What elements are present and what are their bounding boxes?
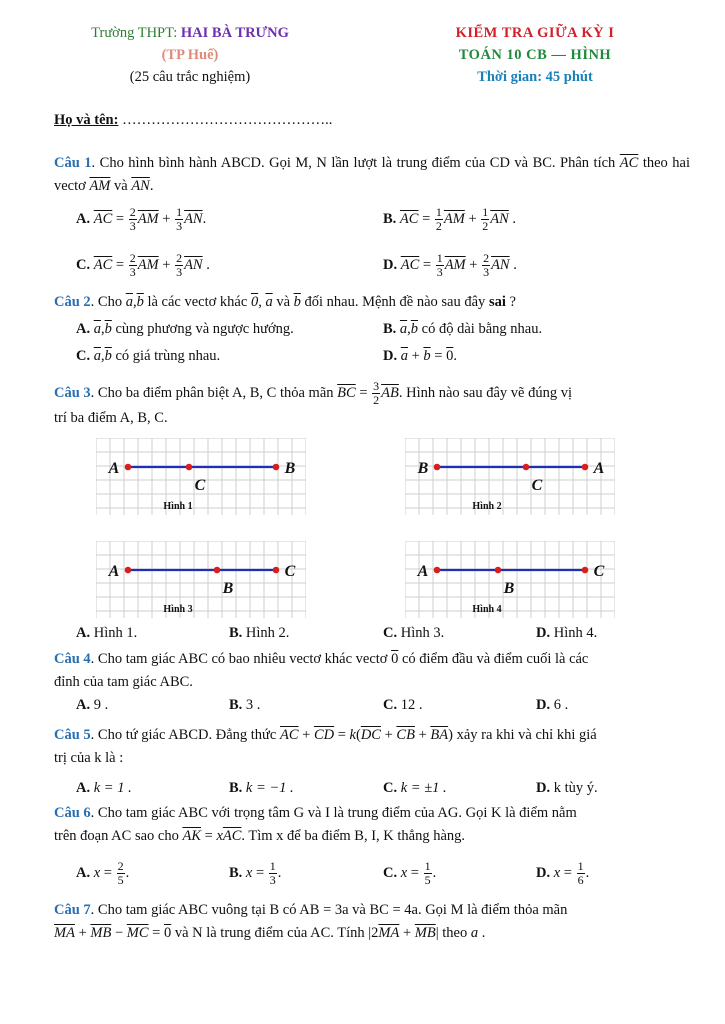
point-dot <box>273 464 280 471</box>
math-term: $\overline{AC}$ <box>619 155 639 171</box>
question-3: Câu 3. Cho ba điểm phân biệt A, B, C thỏa mãn $\overline{BC}$ = $\frac{3}{2}$ $\overline{AB}$. Hình nào sau đây vẽ đúng vị trí ba điểm A, B, C. <box>54 379 573 426</box>
figure-caption: Hình 2 <box>472 501 502 512</box>
q6-option-a[interactable]: A. x = $\frac{2}{5}$ . <box>76 859 130 887</box>
question-6: Câu 6. Cho tam giác ABC với trọng tâm G và I là trung điểm của AG. Gọi K là điểm nằm trên đoạn AC sao cho $\overline{AK} = x\overline{AC}$. Tìm x để ba điểm B, I, K thẳng hàng. <box>54 805 577 844</box>
question-text: trí ba điểm A, B, C. <box>54 410 168 426</box>
option-label: B. <box>229 697 243 713</box>
option-text: 12 . <box>400 697 423 713</box>
point-dot <box>125 464 132 471</box>
point-label-right: C <box>284 563 296 580</box>
exam-title: KIỂM TRA GIỮA KỲ I <box>455 25 615 41</box>
question-text: . Cho tam giác ABC có bao nhiêu vectơ khác vectơ <box>90 651 388 667</box>
figure-caption: Hình 1 <box>163 501 193 512</box>
question-text: xảy ra khi và chỉ khi giá <box>456 727 597 743</box>
point-dot <box>582 567 589 574</box>
question-number: Câu 6 <box>54 805 91 821</box>
point-dot <box>434 464 441 471</box>
question-text: . Cho tứ giác ABCD. Đẳng thức <box>90 727 277 743</box>
point-label-middle: B <box>503 580 515 597</box>
question-text: . <box>481 925 486 941</box>
point-dot <box>582 464 589 471</box>
question-text: theo <box>442 925 468 941</box>
question-text: . Cho tam giác ABC với trọng tâm G và I là trung điểm của AG. Gọi K là điểm nằm <box>90 805 577 821</box>
option-text: Hình 1. <box>93 625 138 641</box>
option-label: B. <box>229 864 243 881</box>
option-label: C. <box>383 780 398 796</box>
school-city: (TP Huế) <box>161 47 219 63</box>
figure-2 <box>405 438 615 515</box>
q1-option-d[interactable]: D. $\overline{AC}$ = $\frac{1}{3}$ $\overline{AM}$ + $\frac{2}{3}$ $\overline{AN}$ . <box>383 251 517 279</box>
exam-subject: TOÁN 10 CB — HÌNH <box>458 47 612 63</box>
point-label-left: A <box>108 460 120 477</box>
option-label: D. <box>536 625 551 641</box>
question-number: Câu 7 <box>54 902 91 918</box>
question-4: Câu 4. Cho tam giác ABC có bao nhiêu vectơ khác vectơ 0 có điểm đầu và điểm cuối là các đỉnh của tam giác ABC. <box>54 651 589 690</box>
question-text: theo hai vectơ <box>54 155 690 194</box>
question-number: Câu 1 <box>54 155 92 171</box>
question-number: Câu 5 <box>54 727 91 743</box>
option-label: C. <box>76 256 91 273</box>
option-label: C. <box>383 697 398 713</box>
option-label: A. <box>76 864 91 881</box>
figure-svg <box>405 541 615 618</box>
question-text: . Hình nào sau đây vẽ đúng vị <box>398 384 573 401</box>
option-label: C. <box>76 348 91 364</box>
option-text: có độ dài bằng nhau. <box>421 321 543 337</box>
option-label: A. <box>76 697 91 713</box>
q2-option-b[interactable]: B. $\overline{a},\overline{b}$ có độ dài bằng nhau. <box>383 321 543 337</box>
question-2: Câu 2. Cho $\overline{a},\overline{b}$ là các vectơ khác 0, $\overline{a}$ và $\overline{b}$ đối nhau. Mệnh đề nào sau đây sai ? <box>54 294 516 310</box>
emphasis-word: sai <box>488 294 506 310</box>
option-label: A. <box>76 321 91 337</box>
option-text: Hình 2. <box>245 625 290 641</box>
point-dot <box>214 567 221 574</box>
option-label: B. <box>229 780 243 796</box>
option-label: C. <box>383 625 398 641</box>
question-5: Câu 5. Cho tứ giác ABCD. Đẳng thức $\overline{AC} + \overline{CD} = k(\overline{DC} + \overline{CB} + \overline{BA})$ xảy ra khi và chỉ khi giá trị của k là : <box>54 727 597 766</box>
figure-3 <box>96 541 306 618</box>
q4-option-d[interactable] <box>536 694 568 716</box>
point-label-middle: B <box>222 580 234 597</box>
figure-1 <box>96 438 306 515</box>
question-text: đỉnh của tam giác ABC. <box>54 674 193 690</box>
figure-svg <box>96 438 306 515</box>
point-label-left: A <box>417 563 429 580</box>
option-text: cùng phương và ngược hướng. <box>115 321 294 337</box>
point-dot <box>186 464 193 471</box>
point-label-left: A <box>108 563 120 580</box>
option-label: D. <box>383 256 398 273</box>
question-text: . Cho tam giác ABC vuông tại B có AB = 3a và BC = 4a. Gọi M là điểm thỏa mãn <box>90 902 568 918</box>
option-label: A. <box>76 210 91 227</box>
math-term: $\overline{AM}$ <box>89 178 111 194</box>
point-dot <box>125 567 132 574</box>
header-left <box>40 22 340 88</box>
point-label-right: B <box>284 460 296 477</box>
q3-option-a[interactable] <box>76 622 137 644</box>
figure-caption: Hình 3 <box>163 604 193 615</box>
question-text: và <box>114 178 128 194</box>
option-text: có giá trùng nhau. <box>115 348 221 364</box>
name-label: Họ và tên: <box>54 112 119 128</box>
option-text: k tùy ý. <box>553 780 598 796</box>
point-dot <box>273 567 280 574</box>
q6-option-c[interactable]: C. x = $\frac{1}{5}$ . <box>383 859 437 887</box>
point-dot <box>495 567 502 574</box>
question-text: là các vectơ khác <box>147 294 248 310</box>
option-label: B. <box>383 321 397 337</box>
point-label-middle: C <box>194 477 206 494</box>
point-dot <box>434 567 441 574</box>
point-label-left: B <box>417 460 429 477</box>
name-dots: …………………………………….. <box>122 112 333 128</box>
point-label-right: C <box>593 563 605 580</box>
option-text: 6 . <box>553 697 569 713</box>
q3-option-b[interactable] <box>229 622 289 644</box>
option-text: 9 . <box>93 697 109 713</box>
question-text: có điểm đầu và điểm cuối là các <box>401 651 589 667</box>
q2-option-d[interactable]: D. $\overline{a} + \overline{b} = 0$. <box>383 348 457 364</box>
question-text: . Cho hình bình hành ABCD. Gọi M, N lần lượt là trung điểm của CD và BC. Phân tích <box>91 155 616 171</box>
option-label: D. <box>536 780 551 796</box>
q1-option-c[interactable]: C. $\overline{AC}$ = $\frac{2}{3}$ $\overline{AM}$ + $\frac{2}{3}$ $\overline{AN}$ . <box>76 251 210 279</box>
option-label: C. <box>383 864 398 881</box>
q6-option-d[interactable]: D. x = $\frac{1}{6}$ . <box>536 859 590 887</box>
header-right <box>385 22 685 88</box>
option-label: A. <box>76 625 91 641</box>
question-1: Câu 1. Cho hình bình hành ABCD. Gọi M, N lần lượt là trung điểm của CD và BC. Phân tích $\overline{AC}$ theo hai vectơ $\overline{AM}$ và $\overline{AN}$. <box>54 155 690 194</box>
point-label-middle: C <box>531 477 543 494</box>
option-text: 3 . <box>245 697 261 713</box>
question-text: . Tìm x để ba điểm B, I, K thẳng hàng. <box>241 828 466 844</box>
q2-option-a[interactable]: A. $\overline{a},\overline{b}$ cùng phương và ngược hướng. <box>76 321 294 337</box>
option-text: Hình 4. <box>553 625 598 641</box>
question-number: Câu 2 <box>54 294 91 310</box>
question-text: trị của k là : <box>54 750 124 766</box>
q1-option-b[interactable]: B. $\overline{AC}$ = $\frac{1}{2}$ $\overline{AM}$ + $\frac{1}{2}$ $\overline{AN}$ . <box>383 205 517 233</box>
exam-time: Thời gian: 45 phút <box>477 69 593 85</box>
math-term: $\overline{AN}$ <box>131 178 150 194</box>
student-name-line[interactable] <box>54 112 332 129</box>
option-label: B. <box>383 210 397 227</box>
option-text: k = −1 . <box>245 780 294 796</box>
option-text: k = ±1 . <box>400 780 447 796</box>
question-count: (25 câu trắc nghiệm) <box>129 69 251 85</box>
question-number: Câu 4 <box>54 651 91 667</box>
option-text: k = 1 . <box>93 780 132 796</box>
q5-option-d[interactable] <box>536 777 598 799</box>
variable-a: a <box>470 925 479 941</box>
question-number: Câu 3 <box>54 384 91 401</box>
question-text: . Cho <box>90 294 123 310</box>
question-text: ? <box>509 294 516 310</box>
figure-caption: Hình 4 <box>472 604 502 615</box>
question-text: . Cho ba điểm phân biệt A, B, C thỏa mãn <box>90 384 334 401</box>
q3-option-c[interactable] <box>383 622 444 644</box>
q5-option-c[interactable] <box>383 777 447 799</box>
q6-option-b[interactable]: B. x = $\frac{1}{3}$ . <box>229 859 282 887</box>
point-label-right: A <box>593 460 605 477</box>
figure-svg <box>96 541 306 618</box>
school-name: HAI BÀ TRƯNG <box>180 25 289 41</box>
question-text: và <box>276 294 290 310</box>
option-label: D. <box>536 697 551 713</box>
option-label: A. <box>76 780 91 796</box>
figure-4 <box>405 541 615 618</box>
q3-option-d[interactable] <box>536 622 597 644</box>
q1-option-a[interactable]: A. $\overline{AC}$ = $\frac{2}{3}$ $\overline{AM}$ + $\frac{1}{3}$ $\overline{AN}$. <box>76 205 207 233</box>
q5-option-a[interactable] <box>76 777 132 799</box>
q2-option-c[interactable]: C. $\overline{a},\overline{b}$ có giá trùng nhau. <box>76 348 221 364</box>
question-text: và N là trung điểm của AC. Tính <box>174 925 365 941</box>
option-label: D. <box>383 348 398 364</box>
q4-option-a[interactable] <box>76 694 108 716</box>
q4-option-b[interactable] <box>229 694 260 716</box>
point-dot <box>523 464 530 471</box>
question-text: đối nhau. Mệnh đề nào sau đây <box>304 294 486 310</box>
option-label: D. <box>536 864 551 881</box>
option-text: Hình 3. <box>400 625 445 641</box>
q5-option-b[interactable] <box>229 777 294 799</box>
school-prefix: Trường THPT: <box>91 25 178 41</box>
figure-svg <box>405 438 615 515</box>
question-7: Câu 7. Cho tam giác ABC vuông tại B có AB = 3a và BC = 4a. Gọi M là điểm thỏa mãn $\overline{MA} + \overline{MB} - \overline{MC} = 0$ và N là trung điểm của AC. Tính $|2\overline{MA} + \overline{MB}|$ theo a . <box>54 902 568 941</box>
q4-option-c[interactable] <box>383 694 422 716</box>
option-label: B. <box>229 625 243 641</box>
question-text: trên đoạn AC sao cho <box>54 828 179 844</box>
